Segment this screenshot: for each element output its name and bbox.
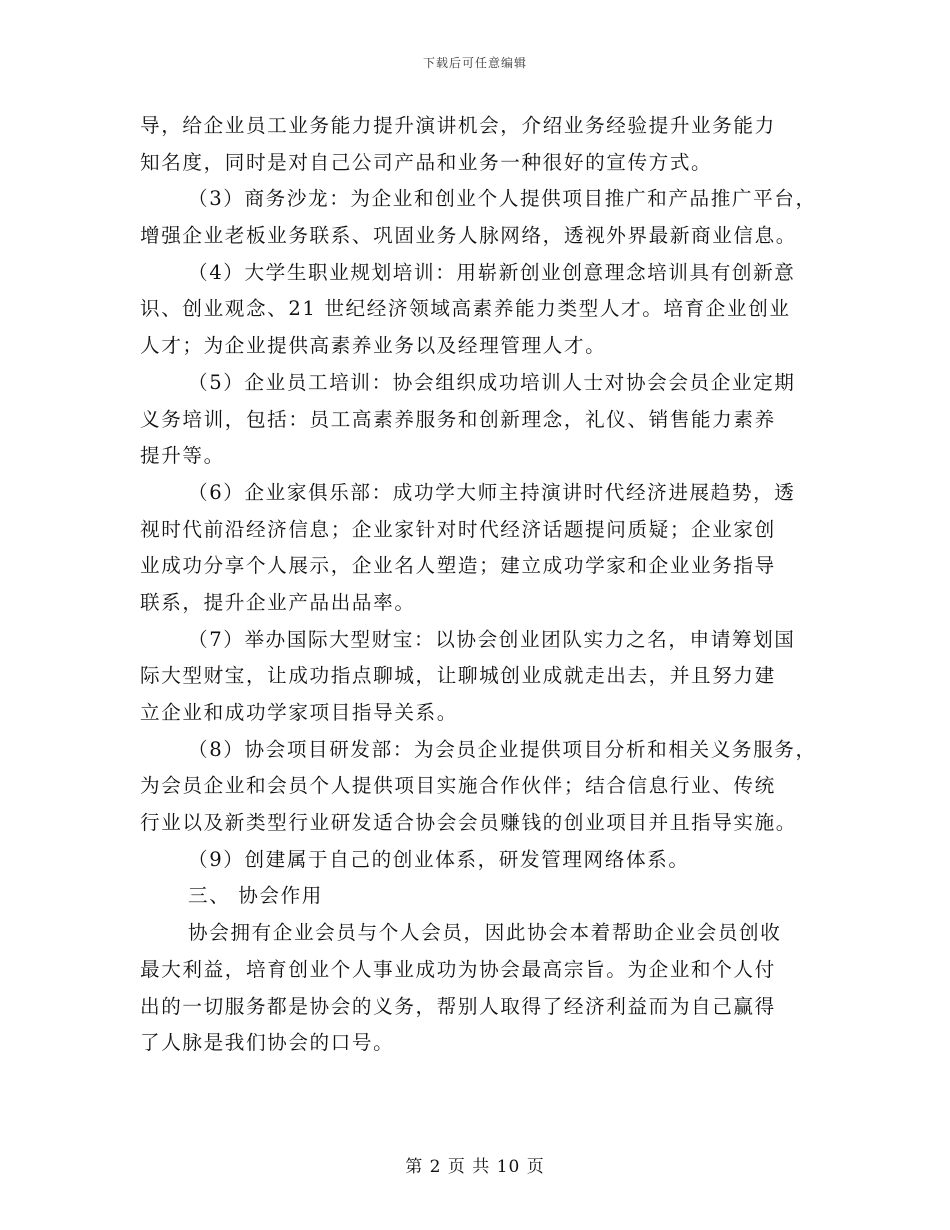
body-line: 行业以及新类型行业研发适合协会会员赚钱的创业项目并且指导实施。 bbox=[140, 811, 798, 835]
section-heading: 三、 协会作用 bbox=[188, 884, 323, 908]
body-line: 立企业和成功学家项目指导关系。 bbox=[140, 701, 458, 724]
body-line: 最大利益，培育创业个人事业成功为协会最高宗旨。为企业和个人付 bbox=[140, 957, 776, 981]
body-line: 识、创业观念、21 世纪经济领域高素养能力类型人才。培育企业创业 bbox=[140, 297, 791, 321]
paragraph-start: （3）商务沙龙：为企业和创业个人提供项目推广和产品推广平台， bbox=[188, 187, 817, 211]
body-line: 际大型财宝，让成功指点聊城，让聊城创业成就走出去，并且努力建 bbox=[140, 664, 776, 688]
body-line: 为会员企业和会员个人提供项目实施合作伙伴；结合信息行业、传统 bbox=[140, 774, 776, 798]
paragraph-start: 协会拥有企业会员与个人会员，因此协会本着帮助企业会员创收 bbox=[188, 921, 782, 945]
paragraph-start: （9）创建属于自己的创业体系，研发管理网络体系。 bbox=[188, 847, 690, 871]
body-line: 了人脉是我们协会的口号。 bbox=[140, 1031, 395, 1055]
body-line: 联系，提升企业产品出品率。 bbox=[140, 590, 416, 614]
body-line: 知名度，同时是对自己公司产品和业务一种很好的宣传方式。 bbox=[140, 150, 713, 174]
body-line: 增强企业老板业务联系、巩固业务人脉网络，透视外界最新商业信息。 bbox=[140, 224, 798, 248]
paragraph-start: （5）企业员工培训：协会组织成功培训人士对协会会员企业定期 bbox=[188, 370, 796, 394]
body-line: 出的一切服务都是协会的义务，帮别人取得了经济利益而为自己赢得 bbox=[140, 994, 776, 1018]
page-header: 下载后可任意编辑 bbox=[422, 56, 527, 70]
paragraph-start: （6）企业家俱乐部：成功学大师主持演讲时代经济进展趋势，透 bbox=[188, 480, 796, 504]
paragraph-start: （8）协会项目研发部：为会员企业提供项目分析和相关义务服务， bbox=[188, 737, 817, 761]
body-line: 视时代前沿经济信息；企业家针对时代经济话题提问质疑；企业家创 bbox=[140, 517, 776, 541]
body-line: 人才；为企业提供高素养业务以及经理管理人才。 bbox=[140, 334, 607, 358]
paragraph-start: （4）大学生职业规划培训：用崭新创业创意理念培训具有创新意 bbox=[188, 260, 796, 284]
body-line: 导，给企业员工业务能力提升演讲机会，介绍业务经验提升业务能力 bbox=[140, 114, 776, 137]
document-body bbox=[140, 108, 830, 1062]
paragraph-start: （7）举办国际大型财宝：以协会创业团队实力之名，申请筹划国 bbox=[188, 627, 796, 651]
body-line: 提升等。 bbox=[140, 444, 225, 468]
body-line: 业成功分享个人展示，企业名人塑造；建立成功学家和企业业务指导 bbox=[140, 554, 776, 578]
page-footer: 第 2 页 共 10 页 bbox=[405, 1157, 545, 1177]
body-line: 义务培训，包括：员工高素养服务和创新理念，礼仪、销售能力素养 bbox=[140, 407, 776, 431]
